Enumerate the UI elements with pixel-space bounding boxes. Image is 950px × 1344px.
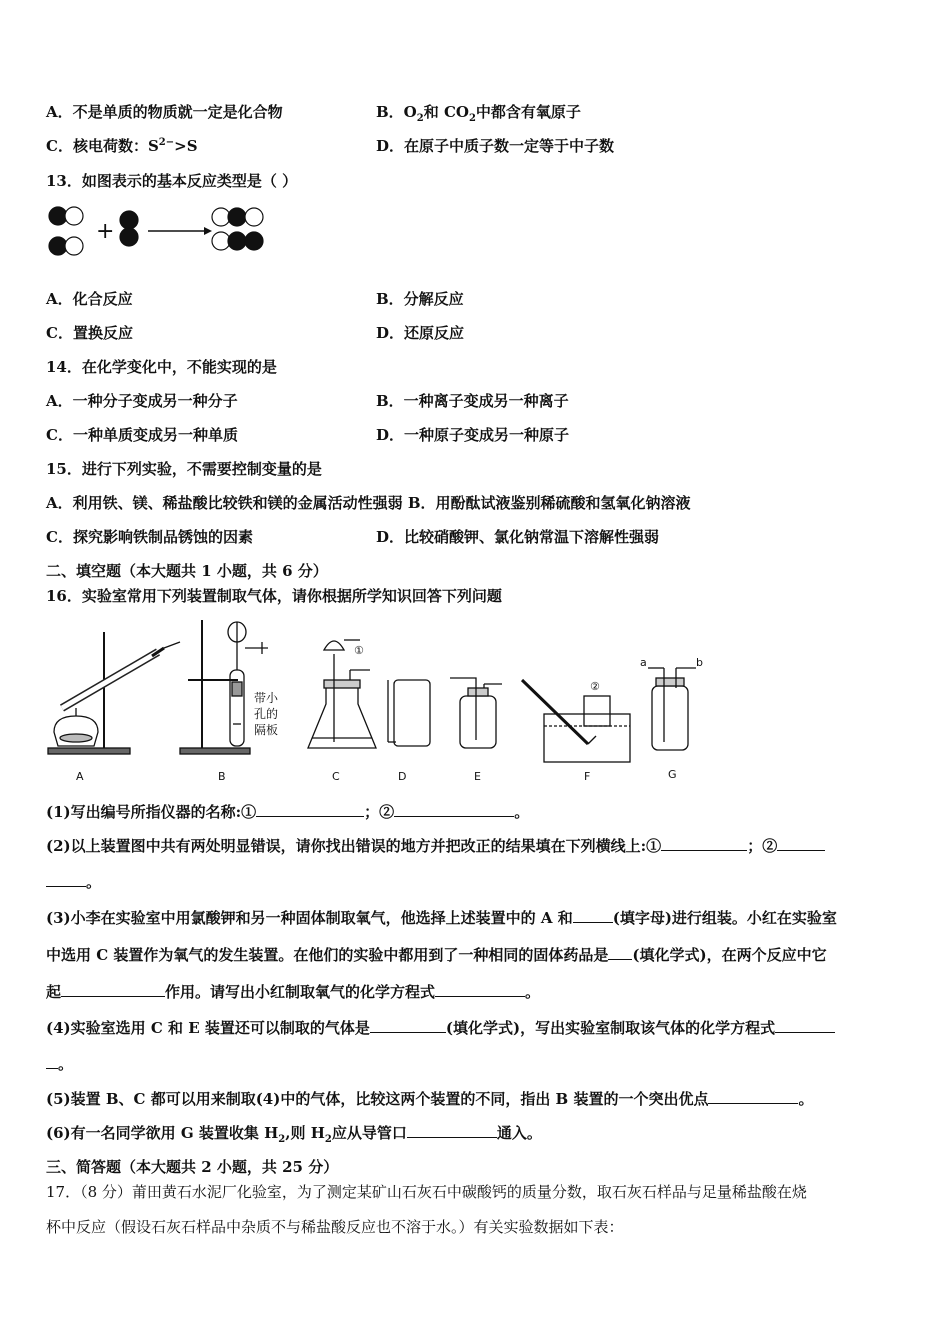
q15-stem: 15．进行下列实验，不需要控制变量的是 [46, 460, 322, 478]
apparatus-label: A [76, 770, 84, 783]
answer-blank[interactable] [394, 802, 514, 817]
b-note: 孔的 [254, 707, 279, 721]
q12-option-a: A．不是单质的物质就一定是化合物 [46, 103, 283, 121]
q16-part4-cont: 。 [46, 1054, 73, 1074]
apparatus-c [308, 640, 376, 748]
atom-white [245, 208, 263, 226]
answer-blank[interactable] [777, 836, 825, 851]
mark-2: ② [590, 680, 600, 693]
q14-stem: 14．在化学变化中，不能实现的是 [46, 358, 277, 376]
q16-part1: (1)写出编号所指仪器的名称:① ；② 。 [46, 803, 530, 821]
q14-option-c: C．一种单质变成另一种单质 [46, 426, 238, 444]
atom-black [228, 208, 246, 226]
atom-black [120, 211, 138, 229]
q16-part5: (5)装置 B、C 都可以用来制取(4)中的气体，比较这两个装置的不同，指出 B 装置的一个突出优点 。 [46, 1090, 814, 1108]
answer-blank[interactable] [608, 945, 632, 960]
answer-blank[interactable] [370, 1018, 446, 1033]
q14-option-d: D．一种原子变成另一种原子 [376, 426, 570, 444]
apparatus-figure [40, 612, 720, 790]
atom-black [49, 237, 67, 255]
q15-option-ab: A．利用铁、镁、稀盐酸比较铁和镁的金属活动性强弱 B．用酚酞试液鉴别稀硫酸和氢氧化钠溶液 [46, 494, 691, 512]
atom-black [245, 232, 263, 250]
answer-blank[interactable] [256, 802, 364, 817]
apparatus-label: B [218, 770, 226, 783]
q17-line1: 17．（8 分）莆田黄石水泥厂化验室，为了测定某矿山石灰石中碳酸钙的质量分数，取石灰石样品与足量稀盐酸在烧 [46, 1183, 807, 1201]
answer-blank[interactable] [775, 1018, 835, 1033]
q16-stem: 16．实验室常用下列装置制取气体，请你根据所学知识回答下列问题 [46, 587, 502, 605]
answer-blank[interactable] [46, 872, 86, 887]
q16-part4: (4)实验室选用 C 和 E 装置还可以制取的气体是 (填化学式)，写出实验室制取该气体的化学方程式 [46, 1018, 835, 1038]
apparatus-a [48, 632, 180, 754]
apparatus-label: G [668, 768, 677, 781]
atom-black [228, 232, 246, 250]
apparatus-e [450, 678, 502, 748]
answer-blank[interactable] [661, 836, 747, 851]
port-b: b [696, 656, 703, 669]
q17-line2: 杯中反应（假设石灰石样品中杂质不与稀盐酸反应也不溶于水。）有关实验数据如下表： [46, 1218, 624, 1236]
q16-part6: (6)有一名同学欲用 G 装置收集 $H_2$,则 $H_2$应从导管口 通入。 [46, 1124, 542, 1145]
atom-black [120, 228, 138, 246]
atom-white [65, 207, 83, 225]
q12-option-d: D．在原子中质子数一定等于中子数 [376, 137, 615, 155]
apparatus-g [648, 668, 696, 750]
atom-white [212, 232, 230, 250]
q14-option-a: A．一种分子变成另一种分子 [46, 392, 238, 410]
b-note: 隔板 [254, 723, 279, 737]
atom-white [65, 237, 83, 255]
answer-blank[interactable] [46, 1054, 58, 1069]
q13-option-d: D．还原反应 [376, 324, 465, 342]
apparatus-label: D [398, 770, 407, 783]
q16-part3: (3)小李在实验室中用氯酸钾和另一种固体制取氧气，他选择上述装置中的 A 和 (填字母)进行组装。小红在实验室 [46, 909, 837, 927]
section-heading: 三、简答题（本大题共 2 小题，共 25 分） [46, 1158, 339, 1176]
q15-option-c: C．探究影响铁制品锈蚀的因素 [46, 528, 253, 546]
apparatus-label: F [584, 770, 591, 783]
answer-blank[interactable] [435, 982, 525, 997]
q14-option-b: B．一种离子变成另一种离子 [376, 392, 569, 410]
q13-option-a: A．化合反应 [46, 290, 133, 308]
plus-sign: + [96, 219, 115, 244]
atom-black [49, 207, 67, 225]
q16-part3-line3: 起 作用。请写出小红制取氧气的化学方程式 。 [46, 983, 541, 1001]
answer-blank[interactable] [708, 1089, 798, 1104]
q13-option-b: B．分解反应 [376, 290, 464, 308]
q13-stem: 13．如图表示的基本反应类型是（ ） [46, 172, 298, 190]
q15-option-d: D．比较硝酸钾、氯化钠常温下溶解性强弱 [376, 528, 660, 546]
b-note: 带小 [254, 691, 279, 705]
q16-part2-cont: 。 [46, 872, 101, 892]
answer-blank[interactable] [573, 908, 613, 923]
reaction-diagram [40, 200, 280, 262]
answer-blank[interactable] [61, 982, 165, 997]
q13-option-c: C．置换反应 [46, 324, 133, 342]
q12-option-b: B．$O_2$和 $CO_2$中都含有氧原子 [376, 103, 581, 124]
q12-option-c: C．核电荷数：$S^{2-}>S$ [46, 137, 198, 155]
atom-white [212, 208, 230, 226]
q16-part2: (2)以上装置图中共有两处明显错误，请你找出错误的地方并把改正的结果填在下列横线上:① ；② [46, 836, 825, 856]
apparatus-label: C [332, 770, 340, 783]
q16-part3-line2: 中选用 C 装置作为氧气的发生装置。在他们的实验中都用到了一种相同的固体药品是 (填化学式)，在两个反应中它 [46, 946, 827, 964]
apparatus-f [522, 680, 630, 762]
apparatus-label: E [474, 770, 481, 783]
section-heading: 二、填空题（本大题共 1 小题，共 6 分） [46, 562, 328, 580]
mark-1: ① [354, 644, 364, 657]
apparatus-d [388, 680, 430, 746]
answer-blank[interactable] [407, 1123, 497, 1138]
port-a: a [640, 656, 647, 669]
